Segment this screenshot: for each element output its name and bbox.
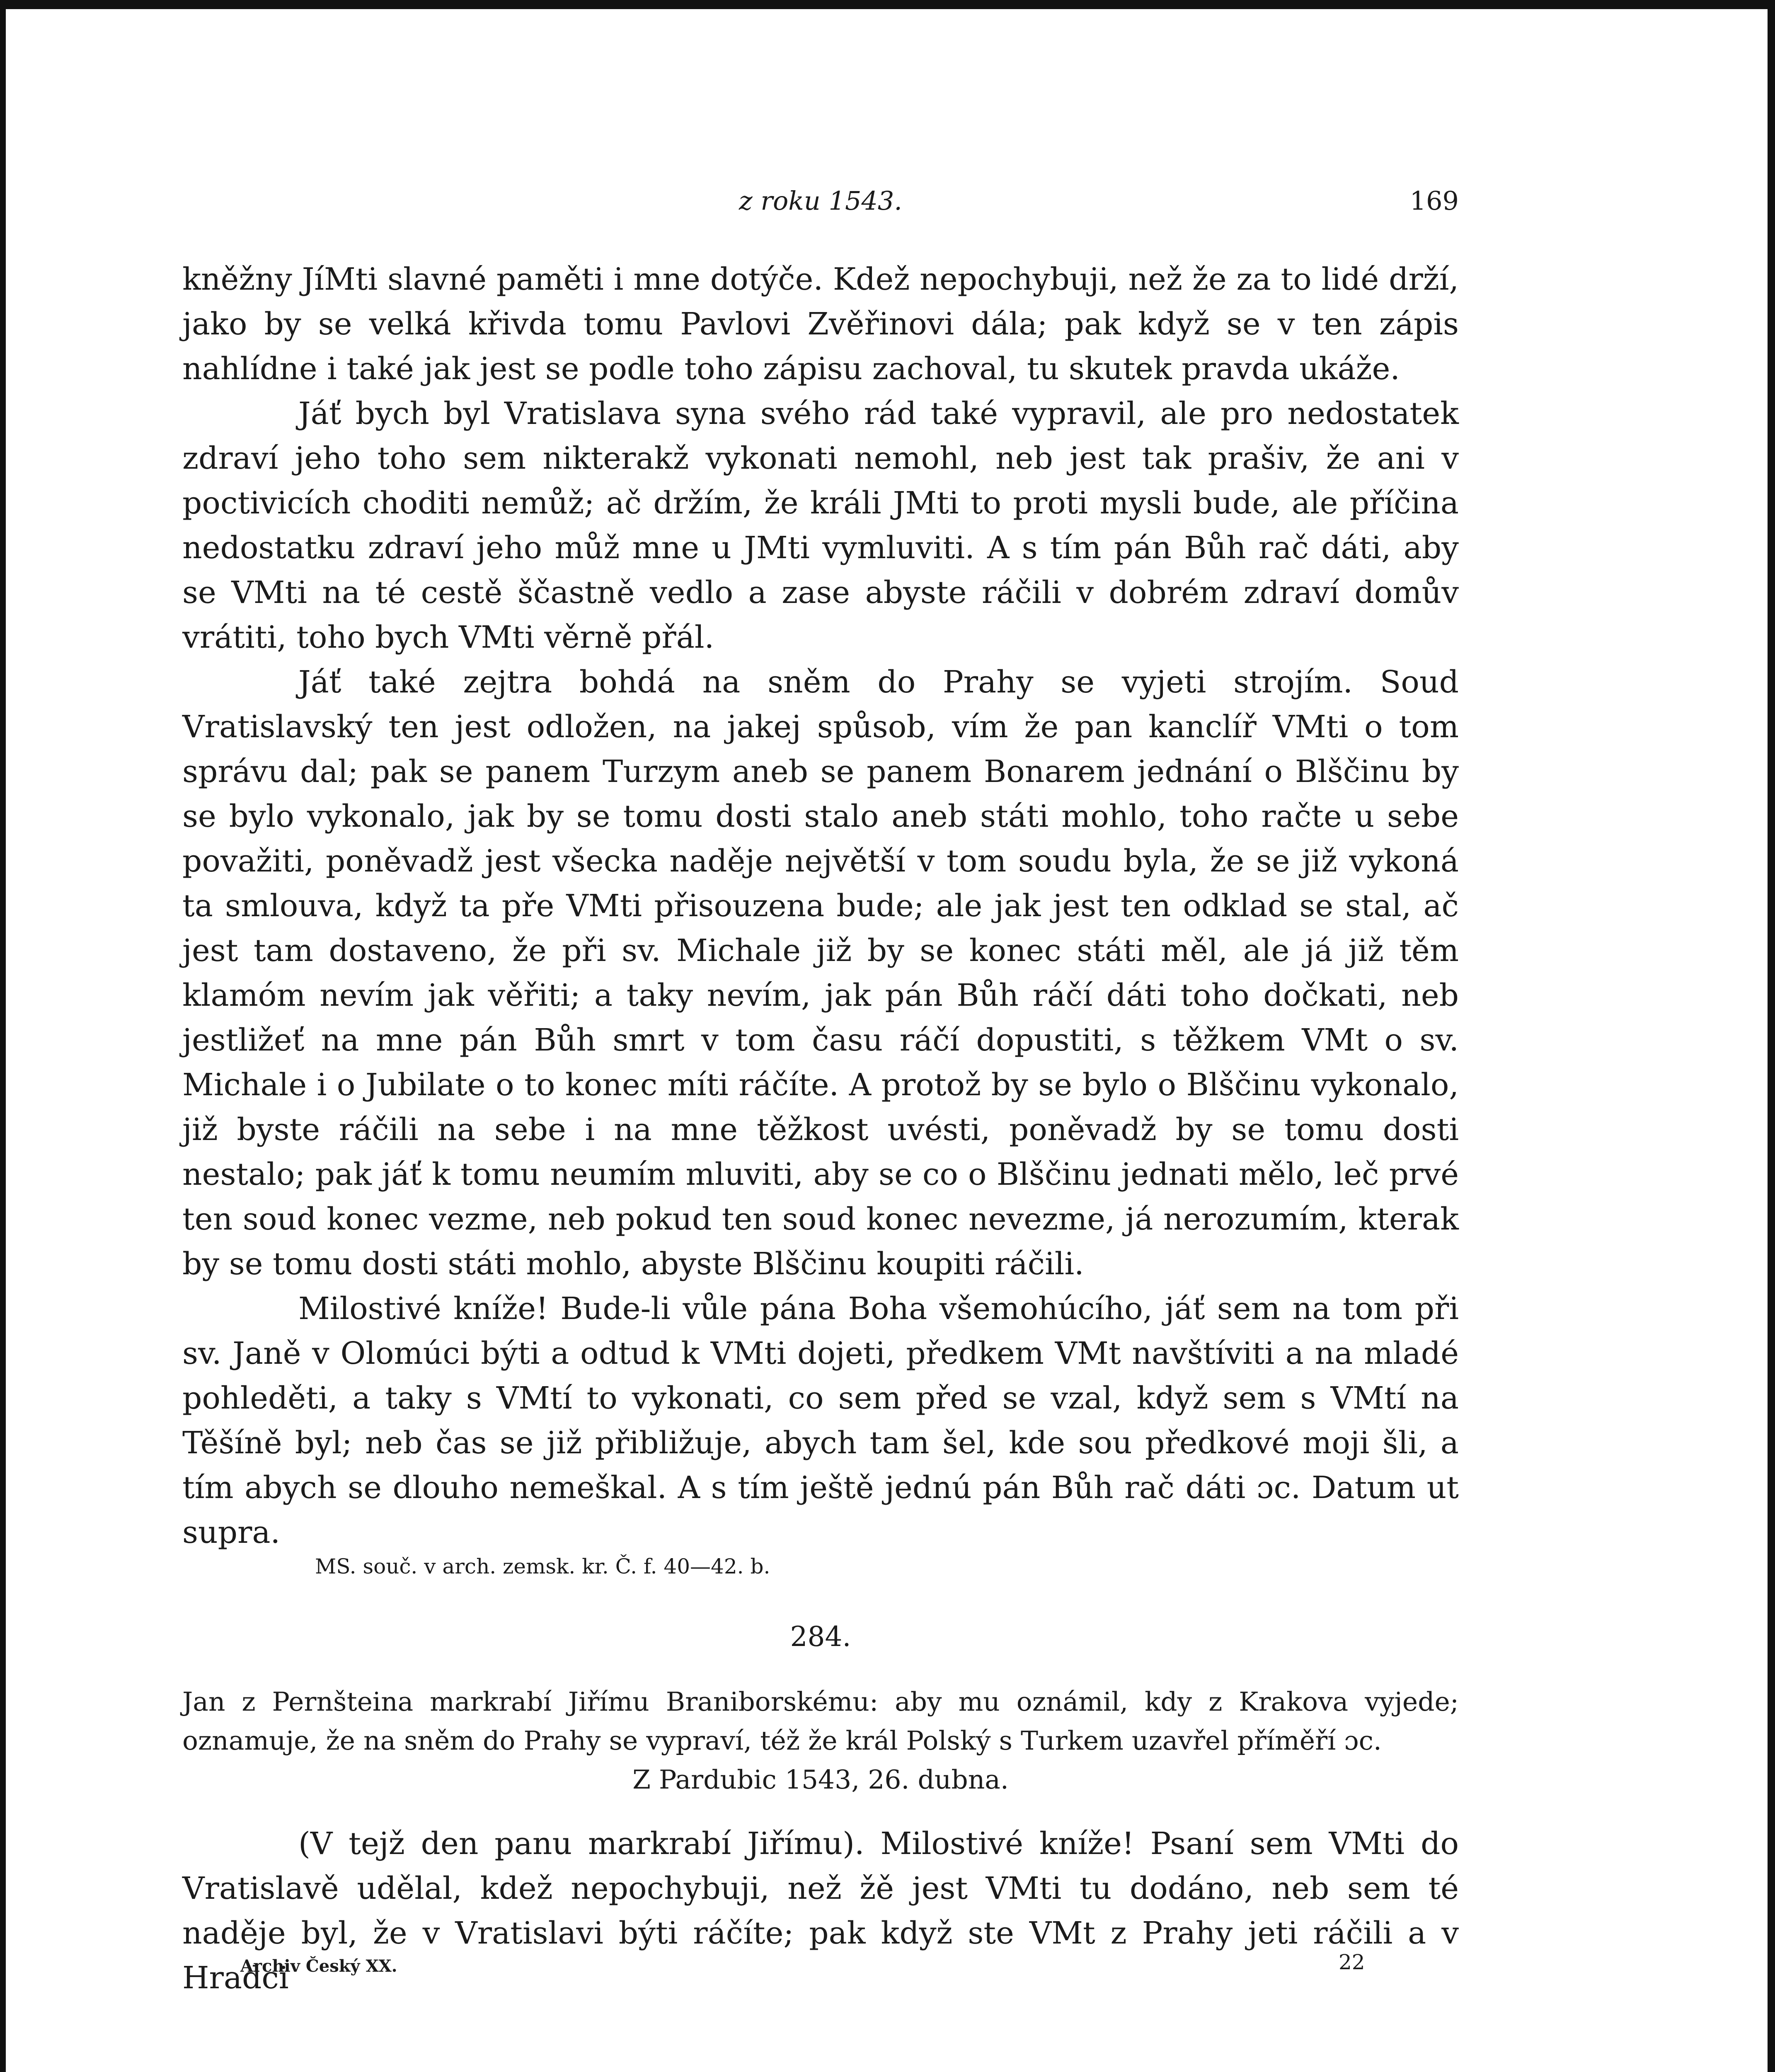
paragraph-3: Jáť také zejtra bohdá na sněm do Prahy se vyjeti strojím. Soud Vratislavský ten jest odložen, na jakej spůsob, vím že pan kanclíř VMti o tom správu dal; pak se panem Turzym aneb se panem Bonarem jednání o Blščinu by se bylo vykonalo, jak by se tomu dosti stalo aneb státi mohlo, toho račte u sebe považiti, poněvadž jest všecka naděje největší v tom soudu byla, že se již vykoná ta smlouva, když ta pře VMti přisouzena bude; ale jak jest ten odklad se stal, ač jest tam dostaveno, že při sv. Michale již by se konec státi měl, ale já již těm klamóm nevím jak věřiti; a taky nevím, jak pán Bůh ráčí dáti toho dočkati, neb jestližeť na mne pán Bůh smrt v tom času ráčí dopustiti, s těžkem VMt o sv. Michale i o Jubilate o to konec míti ráčíte. A protož by se bylo o Blščinu vykonalo, již byste ráčili na sebe i na mne těžkost uvésti, poněvadž by se tomu dosti nestalo; pak jáť k tomu neumím mluviti, aby se co o Blščinu jednati mělo, leč prvé ten soud konec vezme, neb pokud ten soud konec nevezme, já nerozumím, kterak by se tomu dosti státi mohlo, abyste Blščinu koupiti ráčili. — [182, 664, 1459, 1282]
footer-volume: Archiv Český XX. — [240, 1956, 397, 1976]
source-note: MS. souč. v arch. zemsk. kr. Č. f. 40—42. b. — [315, 1554, 770, 1578]
page-number: 169 — [1409, 186, 1459, 216]
paragraph-5: (V tejž den panu markrabí Jiřímu). Milostivé kníže! Psaní sem VMti do Vratislavě udělal, kdež nepochybuji, než žě jest VMti tu dodáno, neb sem té naděje byl, že v Vratislavi býti ráčíte; pak když ste VMt z Prahy jeti ráčili a v Hradci — [182, 1826, 1459, 1996]
footer-signature: 22 — [1339, 1950, 1365, 1974]
document-number: 284. — [790, 1621, 851, 1653]
paragraph-1: kněžny JíMti slavné paměti i mne dotýče. Kdež nepochybuji, než že za to lidé drží, jako by se velká křivda tomu Pavlovi Zvěřinovi dála; pak když se v ten zápis nahlídne i také jak jest se podle toho zápisu zachoval, tu skutek pravda ukáže. — [182, 261, 1459, 387]
document-place-date: Z Pardubic 1543, 26. dubna. — [632, 1765, 1009, 1795]
running-title: z roku 1543. — [739, 186, 903, 216]
document-summary: Jan z Pernšteina markrabí Jiřímu Braniborskému: aby mu oznámil, kdy z Krakova vyjede; oznamuje, že na sněm do Prahy se vypraví, též že král Polský s Turkem uzavřel příměří ɔc. — [182, 1687, 1459, 1756]
paragraph-2: Jáť bych byl Vratislava syna svého rád také vypravil, ale pro nedostatek zdraví jeho toho sem nikterakž vykonati nemohl, neb jest tak prašiv, že ani v poctivicích choditi nemůž; ač držím, že králi JMti to proti mysli bude, ale příčina nedostatku zdraví jeho můž mne u JMti vymluviti. A s tím pán Bůh rač dáti, aby se VMti na té cestě ščastně vedlo a zase abyste ráčili v dobrém zdraví domův vrátiti, toho bych VMti věrně přál. — [182, 396, 1459, 655]
page-header — [182, 182, 1459, 220]
paragraph-4: Milostivé kníže! Bude-li vůle pána Boha všemohúcího, jáť sem na tom při sv. Janě v Olomúci býti a odtud k VMti dojeti, předkem VMt navštíviti a na mladé pohleděti, a taky s VMtí to vykonati, co sem před se vzal, když sem s VMtí na Těšíně byl; neb čas se již přibližuje, abych tam šel, kde sou předkové moji šli, a tím abych se dlouho nemeškal. A s tím ještě jednú pán Bůh rač dáti ɔc. Datum ut supra. — [182, 1291, 1459, 1550]
